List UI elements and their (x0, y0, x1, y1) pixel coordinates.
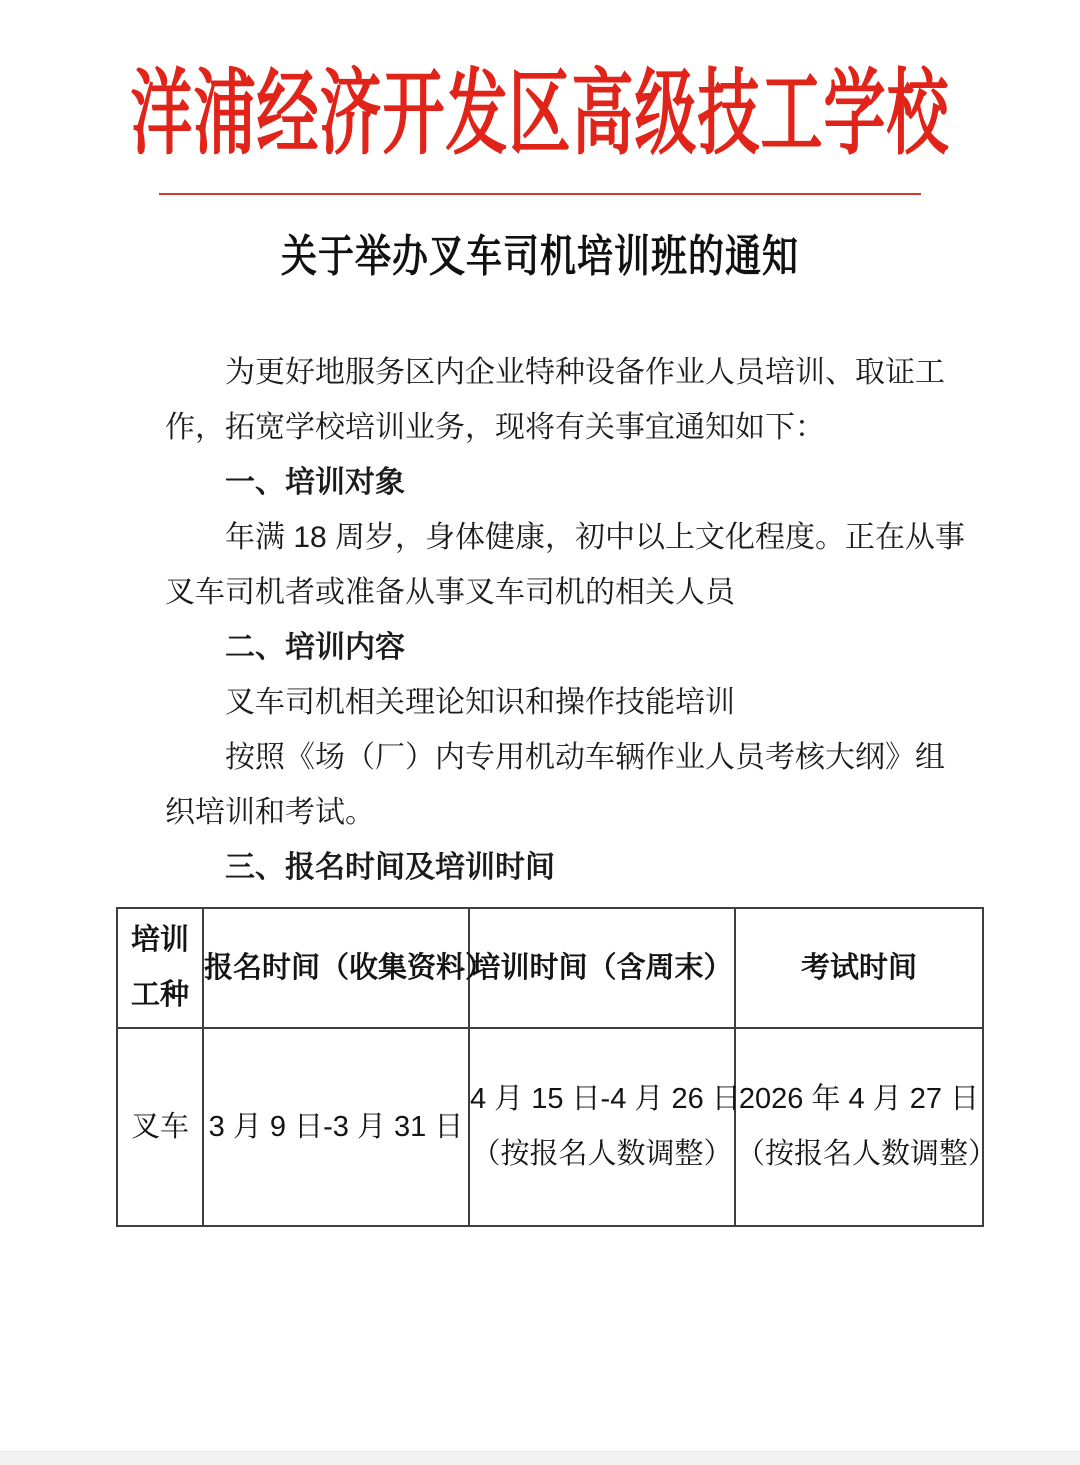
section2-line-2: 按照《场（厂）内专用机动车辆作业人员考核大纲》组 (225, 741, 945, 774)
header-cell-exam-time (735, 908, 983, 1028)
training-time-note: （按报名人数调整） (471, 1138, 733, 1170)
notice-title-text: 关于举办叉车司机培训班的通知 (280, 230, 799, 281)
trade-value: 叉车 (130, 1110, 189, 1143)
table-data-row (117, 1028, 983, 1226)
notice-title (0, 217, 1080, 289)
signup-time-value: 3 月 9 日-3 月 31 日 (208, 1110, 464, 1143)
intro-line-1: 为更好地服务区内企业特种设备作业人员培训、取证工 (225, 356, 945, 389)
school-name-header (0, 42, 1080, 168)
header-trade-line-2: 工种 (130, 979, 189, 1011)
section2-heading: 二、培训内容 (225, 631, 405, 664)
header-cell-trade (117, 908, 203, 1028)
exam-time-value: 2026 年 4 月 27 日 (738, 1083, 980, 1115)
header-cell-training-time (469, 908, 735, 1028)
cell-training-time (469, 1028, 741, 1226)
header-exam-time-text: 考试时间 (800, 951, 917, 984)
cell-exam-time (735, 1028, 998, 1226)
section2-line-3: 织培训和考试。 (165, 796, 375, 829)
section1-line-2: 叉车司机者或准备从事叉车司机的相关人员 (165, 576, 735, 609)
training-time-value: 4 月 15 日-4 月 26 日 (470, 1083, 741, 1115)
cell-trade (117, 1028, 203, 1226)
exam-time-note: （按报名人数调整） (736, 1138, 998, 1170)
schedule-table (116, 907, 998, 1227)
table-header-row (117, 908, 983, 1028)
section2-line-1: 叉车司机相关理论知识和操作技能培训 (225, 686, 735, 719)
red-divider-line (159, 193, 921, 195)
header-trade-line-1: 培训 (130, 924, 189, 956)
cell-signup-time (203, 1028, 469, 1226)
intro-line-2: 作，拓宽学校培训业务，现将有关事宜通知如下： (165, 411, 825, 444)
header-signup-time-text: 报名时间（收集资料） (204, 951, 495, 984)
page-bottom-strip (0, 1451, 1080, 1465)
notice-body (165, 345, 966, 895)
section1-line-1: 年满 18 周岁，身体健康，初中以上文化程度。正在从事 (225, 521, 966, 554)
school-name-text: 洋浦经济开发区高级技工学校 (130, 62, 950, 166)
section1-heading: 一、培训对象 (225, 466, 405, 499)
header-cell-signup-time (203, 908, 495, 1028)
header-training-time-text: 培训时间（含周末） (471, 951, 733, 984)
section3-heading: 三、报名时间及培训时间 (225, 851, 555, 884)
